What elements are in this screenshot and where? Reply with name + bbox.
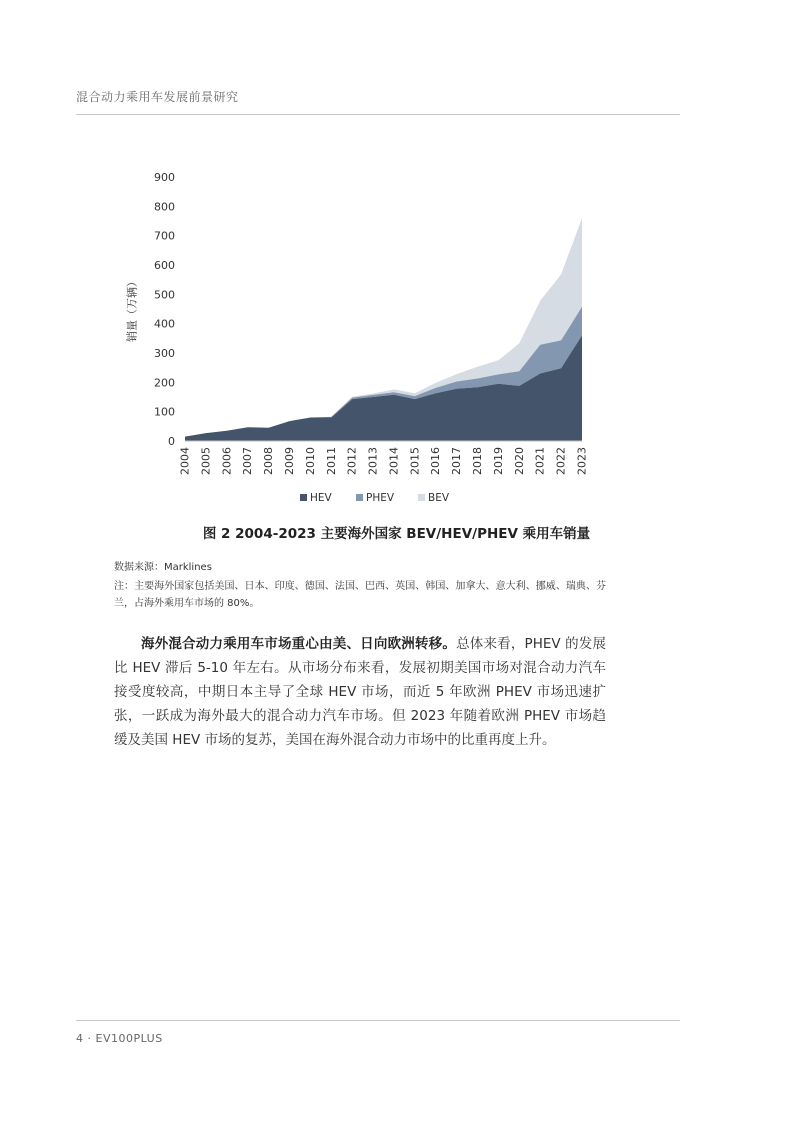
y-tick-label: 400 — [154, 317, 175, 331]
legend-label-hev: HEV — [310, 492, 332, 504]
x-tick-label: 2004 — [178, 447, 192, 475]
page-header-title: 混合动力乘用车发展前景研究 — [76, 90, 239, 104]
y-tick-label: 500 — [154, 288, 175, 302]
page-number: 4 — [76, 1032, 84, 1045]
figure-caption: 图 2 2004-2023 主要海外国家 BEV/HEV/PHEV 乘用车销量 — [202, 526, 591, 542]
area-chart — [110, 160, 610, 520]
x-tick-label: 2006 — [220, 447, 234, 475]
x-tick-label: 2007 — [241, 447, 255, 475]
x-tick-label: 2015 — [408, 447, 422, 475]
x-tick-label: 2011 — [324, 447, 338, 475]
x-tick-label: 2022 — [554, 447, 568, 475]
figure-note: 注：主要海外国家包括美国、日本、印度、德国、法国、巴西、英国、韩国、加拿大、意大利、挪威、瑞典、芬兰，占海外乘用车市场的 80%。 — [114, 581, 606, 609]
x-tick-label: 2005 — [199, 447, 213, 475]
x-tick-label: 2018 — [471, 447, 485, 475]
x-tick-label: 2016 — [429, 447, 443, 475]
x-tick-label: 2019 — [491, 447, 505, 475]
legend-swatch-hev — [300, 494, 307, 501]
paragraph-lead: 海外混合动力乘用车市场重心由美、日向欧洲转移。 — [141, 636, 457, 652]
x-tick-label: 2014 — [387, 447, 401, 475]
y-tick-label: 100 — [154, 405, 175, 419]
footer-divider — [76, 1020, 680, 1021]
header-divider — [76, 114, 680, 115]
y-tick-label: 200 — [154, 376, 175, 390]
legend-label-phev: PHEV — [366, 492, 395, 504]
legend-label-bev: BEV — [428, 492, 450, 504]
footer-separator: · — [87, 1032, 92, 1045]
x-tick-label: 2013 — [366, 447, 380, 475]
x-tick-label: 2010 — [303, 447, 317, 475]
y-tick-label: 600 — [154, 259, 175, 272]
x-tick-label: 2021 — [533, 447, 547, 475]
paragraph-text: 总体来看，PHEV 的发展比 HEV 滞后 5-10 年左右。从市场分布来看，发展初期美国市场对混合动力汽车接受度较高，中期日本主导了全球 HEV 市场，而近 5 年欧洲 PHEV 市场迅速扩张，一跃成为海外最大的混合动力汽车市场。但 2023 年随着欧洲 PHEV 市场趋缓及美国 HEV 市场的复苏，美国在海外混合动力市场中的比重再度上升。 — [114, 636, 606, 748]
y-tick-label: 0 — [168, 435, 175, 448]
y-tick-label: 700 — [154, 229, 175, 243]
figure-source: 数据来源：Marklines — [114, 562, 212, 573]
legend-swatch-phev — [356, 494, 363, 501]
body-paragraph — [114, 632, 606, 752]
x-tick-label: 2017 — [450, 447, 464, 475]
footer-brand: EV100PLUS — [95, 1032, 163, 1045]
x-tick-label: 2020 — [512, 447, 526, 475]
y-tick-label: 300 — [154, 347, 175, 360]
x-tick-label: 2023 — [575, 447, 589, 475]
x-tick-label: 2009 — [282, 447, 296, 475]
legend-swatch-bev — [418, 494, 425, 501]
chart-svg — [110, 160, 610, 520]
y-tick-label: 900 — [154, 171, 175, 184]
x-tick-label: 2008 — [262, 447, 276, 475]
page-footer — [76, 1032, 163, 1045]
y-tick-label: 800 — [154, 200, 175, 214]
x-tick-label: 2012 — [345, 447, 359, 475]
y-axis-label: 销量（万辆） — [125, 276, 139, 342]
